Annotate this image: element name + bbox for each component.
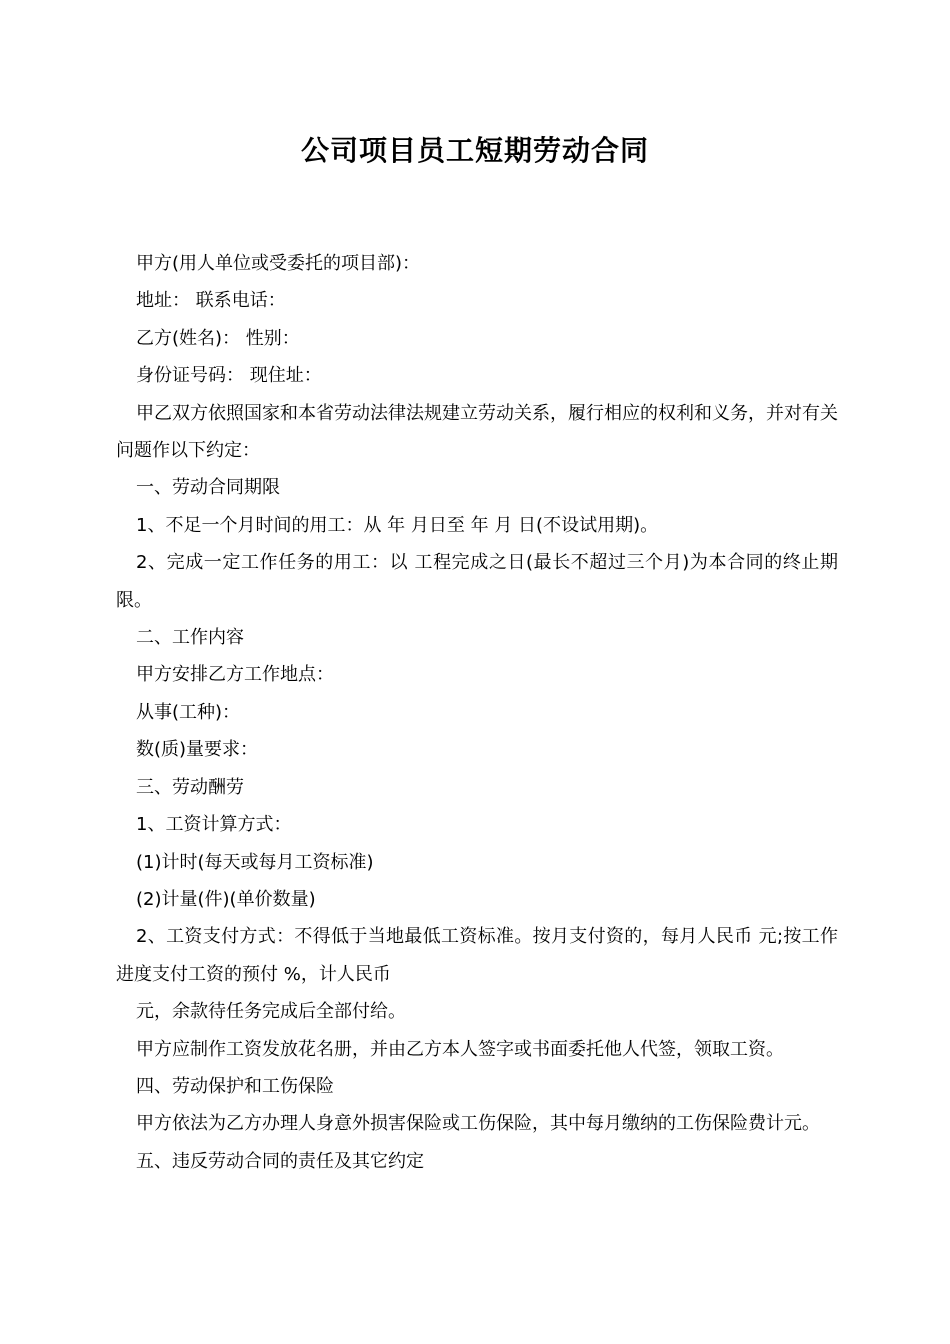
wage-calc-line: 1、工资计算方式： (136, 814, 292, 836)
section-5-heading: 五、违反劳动合同的责任及其它约定 (136, 1150, 424, 1172)
payroll-roster-paragraph: 甲方应制作工资发放花名册，并由乙方本人签字或书面委托他人代签，领取工资。 (136, 1038, 784, 1060)
insurance-paragraph: 甲方依法为乙方办理人身意外损害保险或工伤保险，其中每月缴纳的工伤保险费计元。 (136, 1113, 820, 1135)
section-1-item-1: 1、不足一个月时间的用工：从 年 月日至 年 月 日(不设试用期)。 (136, 514, 659, 536)
section-2-heading: 二、工作内容 (136, 627, 244, 649)
wage-payment-continued: 元，余款待任务完成后全部付给。 (136, 1001, 406, 1023)
section-1-heading: 一、劳动合同期限 (136, 477, 280, 499)
quality-requirement-line: 数(质)量要求： (136, 739, 259, 761)
wage-payment-paragraph: 2、工资支付方式：不得低于当地最低工资标准。按月支付资的，每月人民币 元;按工作进度支付工资的预付 %，计人民币 (116, 926, 838, 985)
document-body (116, 245, 838, 1180)
party-a-line: 甲方(用人单位或受委托的项目部)： (136, 253, 421, 274)
work-location-line: 甲方安排乙方工作地点： (136, 664, 334, 686)
job-type-line: 从事(工种)： (136, 701, 241, 723)
wage-calc-option-2: (2)计量(件)(单价数量) (136, 888, 316, 910)
party-b-line: 乙方(姓名)： 性别： (136, 327, 300, 349)
address-phone-line: 地址： 联系电话： (136, 290, 286, 312)
section-4-heading: 四、劳动保护和工伤保险 (136, 1075, 334, 1097)
section-3-heading: 三、劳动酬劳 (136, 776, 244, 798)
id-address-line: 身份证号码： 现住址： (136, 365, 322, 387)
preamble-paragraph: 甲乙双方依照国家和本省劳动法律法规建立劳动关系，履行相应的权利和义务，并对有关问题作以下约定： (116, 402, 838, 462)
wage-calc-option-1: (1)计时(每天或每月工资标准) (136, 851, 374, 873)
document-title: 公司项目员工短期劳动合同 (300, 134, 649, 167)
section-1-item-2: 2、完成一定工作任务的用工：以 工程完成之日(最长不超过三个月)为本合同的终止期限。 (116, 552, 838, 611)
